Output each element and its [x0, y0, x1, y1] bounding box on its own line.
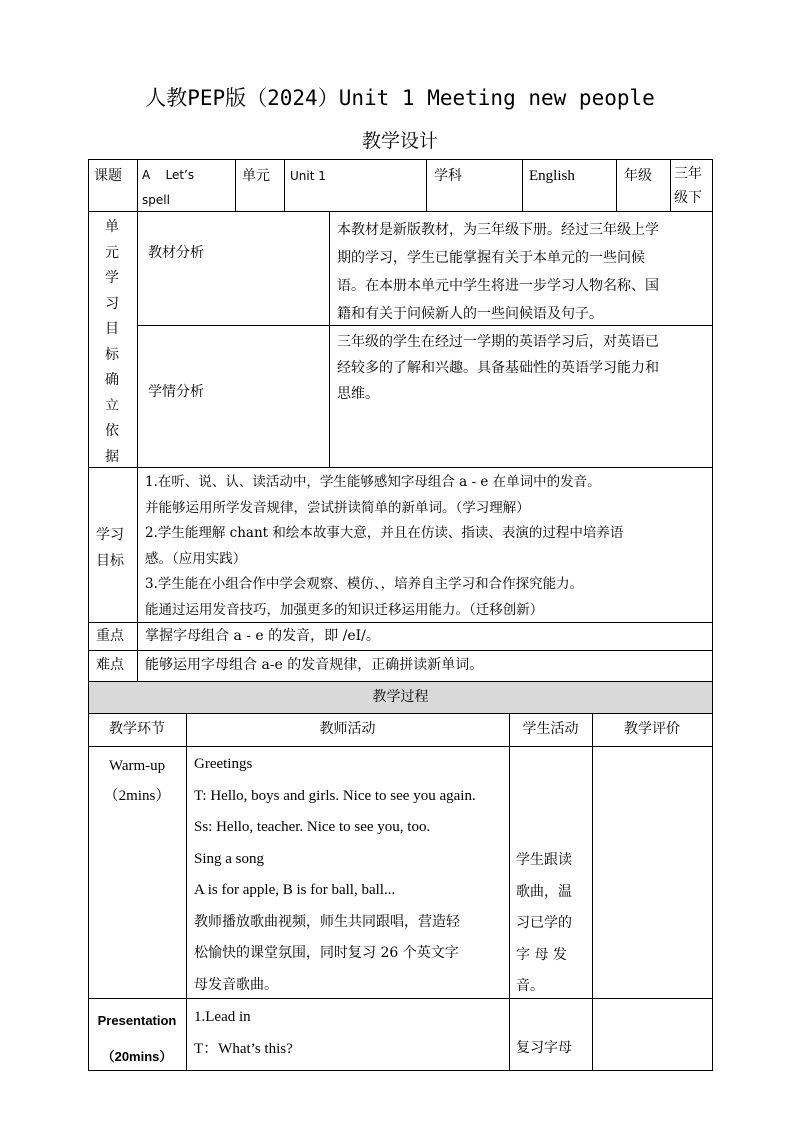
col-teacher-header: 教师活动	[319, 721, 376, 737]
presentation-stage-line: （20mins）	[101, 1049, 173, 1064]
presentation-stage	[88, 1003, 186, 1075]
key-point-text: 掌握字母组合 a - e 的发音，即 /eI/。	[145, 628, 380, 644]
table-border	[235, 159, 236, 211]
table-border	[137, 467, 138, 681]
document-title: 人教PEP版（2024）Unit 1 Meeting new people	[145, 86, 655, 110]
process-heading: 教学过程	[372, 689, 429, 705]
material-analysis-text	[337, 216, 711, 328]
subject-value: English	[529, 168, 575, 184]
table-border	[522, 159, 523, 211]
presentation-student-line: 复习字母	[516, 1040, 572, 1056]
presentation-stage-line: Presentation	[97, 1013, 177, 1028]
col-eval-header: 教学评价	[624, 721, 680, 737]
warmup-teacher-line: 松愉快的课堂氛围，同时复习 26 个英文字	[194, 945, 459, 961]
warmup-student-line: 习已学的	[516, 915, 572, 931]
objectives-label-line: 目标	[96, 553, 124, 569]
table-border	[88, 159, 713, 160]
student-line: 三年级的学生在经过一学期的英语学习后，对英语已	[337, 334, 659, 350]
warmup-stage-line: Warm-up	[108, 758, 166, 774]
student-line: 思维。	[337, 386, 379, 402]
warmup-student-line: 音。	[516, 978, 544, 994]
table-border	[670, 159, 671, 211]
table-border	[284, 159, 285, 211]
grade-value: 三年级下	[674, 166, 702, 206]
objective-line: 1.在听、说、认、读活动中，学生能够感知字母组合 a - e 在单词中的发音。	[145, 474, 601, 490]
table-border	[592, 713, 593, 1071]
table-border	[88, 159, 89, 1071]
warmup-student-line: 歌曲，温	[516, 883, 572, 900]
basis-label	[102, 215, 122, 470]
warmup-teacher-line: A is for apple, B is for ball, ball...	[194, 882, 396, 898]
warmup-student-line: 学生跟读	[516, 852, 572, 868]
presentation-student-activity	[516, 1033, 588, 1065]
warmup-teacher-line: T: Hello, boys and girls. Nice to see you again.	[194, 787, 476, 804]
warmup-teacher-line: Greetings	[194, 756, 253, 772]
table-border	[329, 211, 330, 467]
material-line: 籍和有关于问候新人的一些问候语及句子。	[337, 306, 603, 322]
objective-line: 3.学生能在小组合作中学会观察、模仿、，培养自主学习和合作探究能力。	[145, 576, 584, 592]
objective-line: 2.学生能理解 chant 和绘本故事大意，并且在仿读、指读、表演的过程中培养语	[145, 525, 624, 541]
basis-label-char: 目	[105, 321, 119, 337]
basis-label-char: 单	[105, 219, 119, 235]
objective-line: 并能够运用所学发音规律，尝试拼读简单的新单词。（学习理解）	[145, 499, 530, 516]
table-border	[616, 159, 617, 211]
presentation-teacher-line: 1.Lead in	[194, 1009, 251, 1025]
basis-label-char: 学	[105, 270, 119, 286]
table-border	[137, 211, 138, 467]
subject-label: 学科	[434, 168, 462, 184]
table-border	[137, 159, 138, 211]
student-line: 经较多的了解和兴趣。具备基础性的英语学习能力和	[337, 360, 659, 376]
table-border	[88, 467, 713, 468]
material-line: 期的学习，学生已能掌握有关于本单元的一些问候	[337, 250, 645, 266]
objectives-label	[96, 522, 124, 574]
table-border	[88, 713, 713, 714]
objectives-text	[145, 470, 711, 623]
document-subtitle: 教学设计	[361, 130, 438, 152]
col-student-header: 学生活动	[522, 721, 579, 737]
objective-line: 能通过运用发音技巧，加强更多的知识迁移运用能力。（迁移创新）	[145, 601, 544, 618]
basis-label-char: 据	[105, 448, 119, 465]
topic-value-line1: A Let’s	[142, 168, 195, 182]
objective-line: 感。（应用实践）	[145, 550, 247, 567]
warmup-stage-line: （2mins）	[103, 788, 171, 804]
basis-label-char: 立	[105, 397, 119, 414]
topic-value-line2: spell	[142, 193, 170, 207]
key-point-label: 重点	[96, 628, 124, 644]
warmup-teacher-activity	[194, 749, 506, 1001]
warmup-teacher-line: 母发音歌曲。	[194, 976, 278, 993]
warmup-teacher-line: 教师播放歌曲视频，师生共同跟唱，营造轻	[194, 913, 460, 930]
material-line: 语。在本册本单元中学生将进一步学习人物名称、国	[337, 278, 659, 294]
presentation-teacher-activity	[194, 1002, 506, 1065]
table-border	[88, 211, 713, 212]
unit-value: Unit 1	[290, 169, 326, 183]
warmup-student-line: 字 母 发	[516, 946, 567, 963]
grade-label: 年级	[624, 168, 652, 184]
table-border	[509, 713, 510, 1071]
table-border	[426, 159, 427, 211]
table-border	[712, 159, 713, 1071]
table-border	[88, 746, 713, 747]
table-border	[88, 650, 713, 651]
basis-label-char: 标	[105, 346, 119, 363]
basis-label-char: 确	[105, 372, 119, 388]
material-analysis-label: 教材分析	[148, 245, 204, 261]
col-stage-header: 教学环节	[109, 721, 165, 737]
basis-label-char: 元	[105, 244, 119, 261]
warmup-teacher-line: Sing a song	[194, 850, 265, 867]
unit-label: 单元	[242, 168, 270, 184]
material-line: 本教材是新版教材，为三年级下册。经过三年级上学	[337, 222, 659, 238]
warmup-stage	[88, 751, 186, 811]
student-analysis-label: 学情分析	[148, 384, 204, 400]
difficult-point-text: 能够运用字母组合 a-e 的发音规律，正确拼读新单词。	[145, 657, 484, 673]
basis-label-char: 依	[105, 423, 119, 439]
table-border	[186, 713, 187, 1071]
difficult-point-label: 难点	[96, 657, 124, 673]
student-analysis-text	[337, 329, 711, 407]
presentation-teacher-line: T：What’s this?	[194, 1040, 293, 1057]
warmup-student-activity	[516, 845, 588, 1003]
basis-label-char: 习	[105, 295, 119, 312]
warmup-teacher-line: Ss: Hello, teacher. Nice to see you, too.	[194, 819, 431, 835]
objectives-label-line: 学习	[96, 527, 124, 543]
topic-label: 课题	[94, 168, 122, 184]
